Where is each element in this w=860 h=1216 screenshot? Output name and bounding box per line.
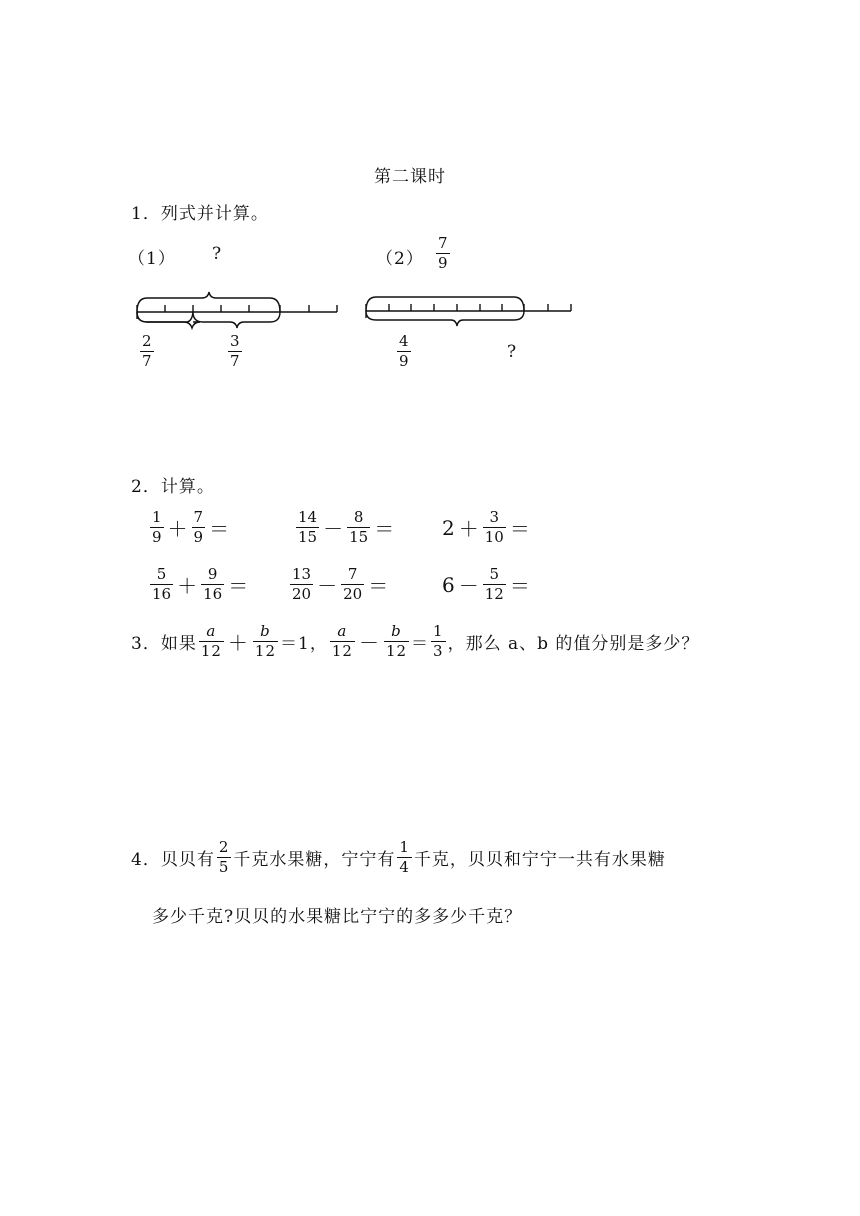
q4-line1: 4．贝贝有 $\frac{2}{5}$ 千克水果糖，宁宁有 $\frac{1}{4}$ 千克，贝贝和宁宁一共有水果糖 <box>131 838 666 876</box>
q1-part1-number-line <box>137 305 337 319</box>
q2-heading: 2．计算。 <box>131 477 215 497</box>
q1-line-diagrams <box>0 0 860 400</box>
q1-part1-top-brace <box>137 292 280 312</box>
q1-part1-question-mark: ? <box>212 244 223 264</box>
q2-r1-c2: $\frac{14}{15}$ － $\frac{8}{15}$ ＝ <box>298 508 395 546</box>
q1-part2-number-line <box>366 304 571 318</box>
q1-part2-total-fraction: $\frac{7}{9}$ <box>438 234 448 272</box>
q1-part2-question-mark: ? <box>507 342 518 362</box>
q1-part2-label: （2） <box>376 249 424 269</box>
q1-part2-bottom-brace <box>366 311 524 326</box>
q2-r1-c3: 2 ＋ $\frac{3}{10}$ ＝ <box>442 508 530 546</box>
q2-r2-c2: $\frac{13}{20}$ － $\frac{7}{20}$ ＝ <box>292 565 389 603</box>
page-title: 第二课时 <box>374 167 446 187</box>
q2-r1-c1: $\frac{1}{9}$ ＋ $\frac{7}{9}$ ＝ <box>152 508 230 546</box>
q1-heading: 1．列式并计算。 <box>131 204 269 224</box>
q1-part2-left-fraction: $\frac{4}{9}$ <box>399 332 409 370</box>
q1-part2-top-brace <box>366 297 524 311</box>
q1-part1-left-fraction: $\frac{2}{7}$ <box>142 332 152 370</box>
q3-text: 3．如果 $\frac{a}{12}$ ＋ $\frac{b}{12}$ ＝1， $\frac{a}{12}$ － $\frac{b}{12}$ ＝ $\frac{1}{3}$ ，那么 a、b 的值分别是多少？ <box>131 622 700 660</box>
q1-part1-right-fraction: $\frac{3}{7}$ <box>230 332 240 370</box>
q4-line2: 多少千克?贝贝的水果糖比宁宁的多多少千克？ <box>152 907 523 927</box>
q2-r2-c1: $\frac{5}{16}$ ＋ $\frac{9}{16}$ ＝ <box>152 565 249 603</box>
q2-r2-c3: 6 － $\frac{5}{12}$ ＝ <box>442 565 530 603</box>
q1-part1-label: （1） <box>128 249 176 269</box>
q1-part1-brace-right <box>193 312 280 328</box>
